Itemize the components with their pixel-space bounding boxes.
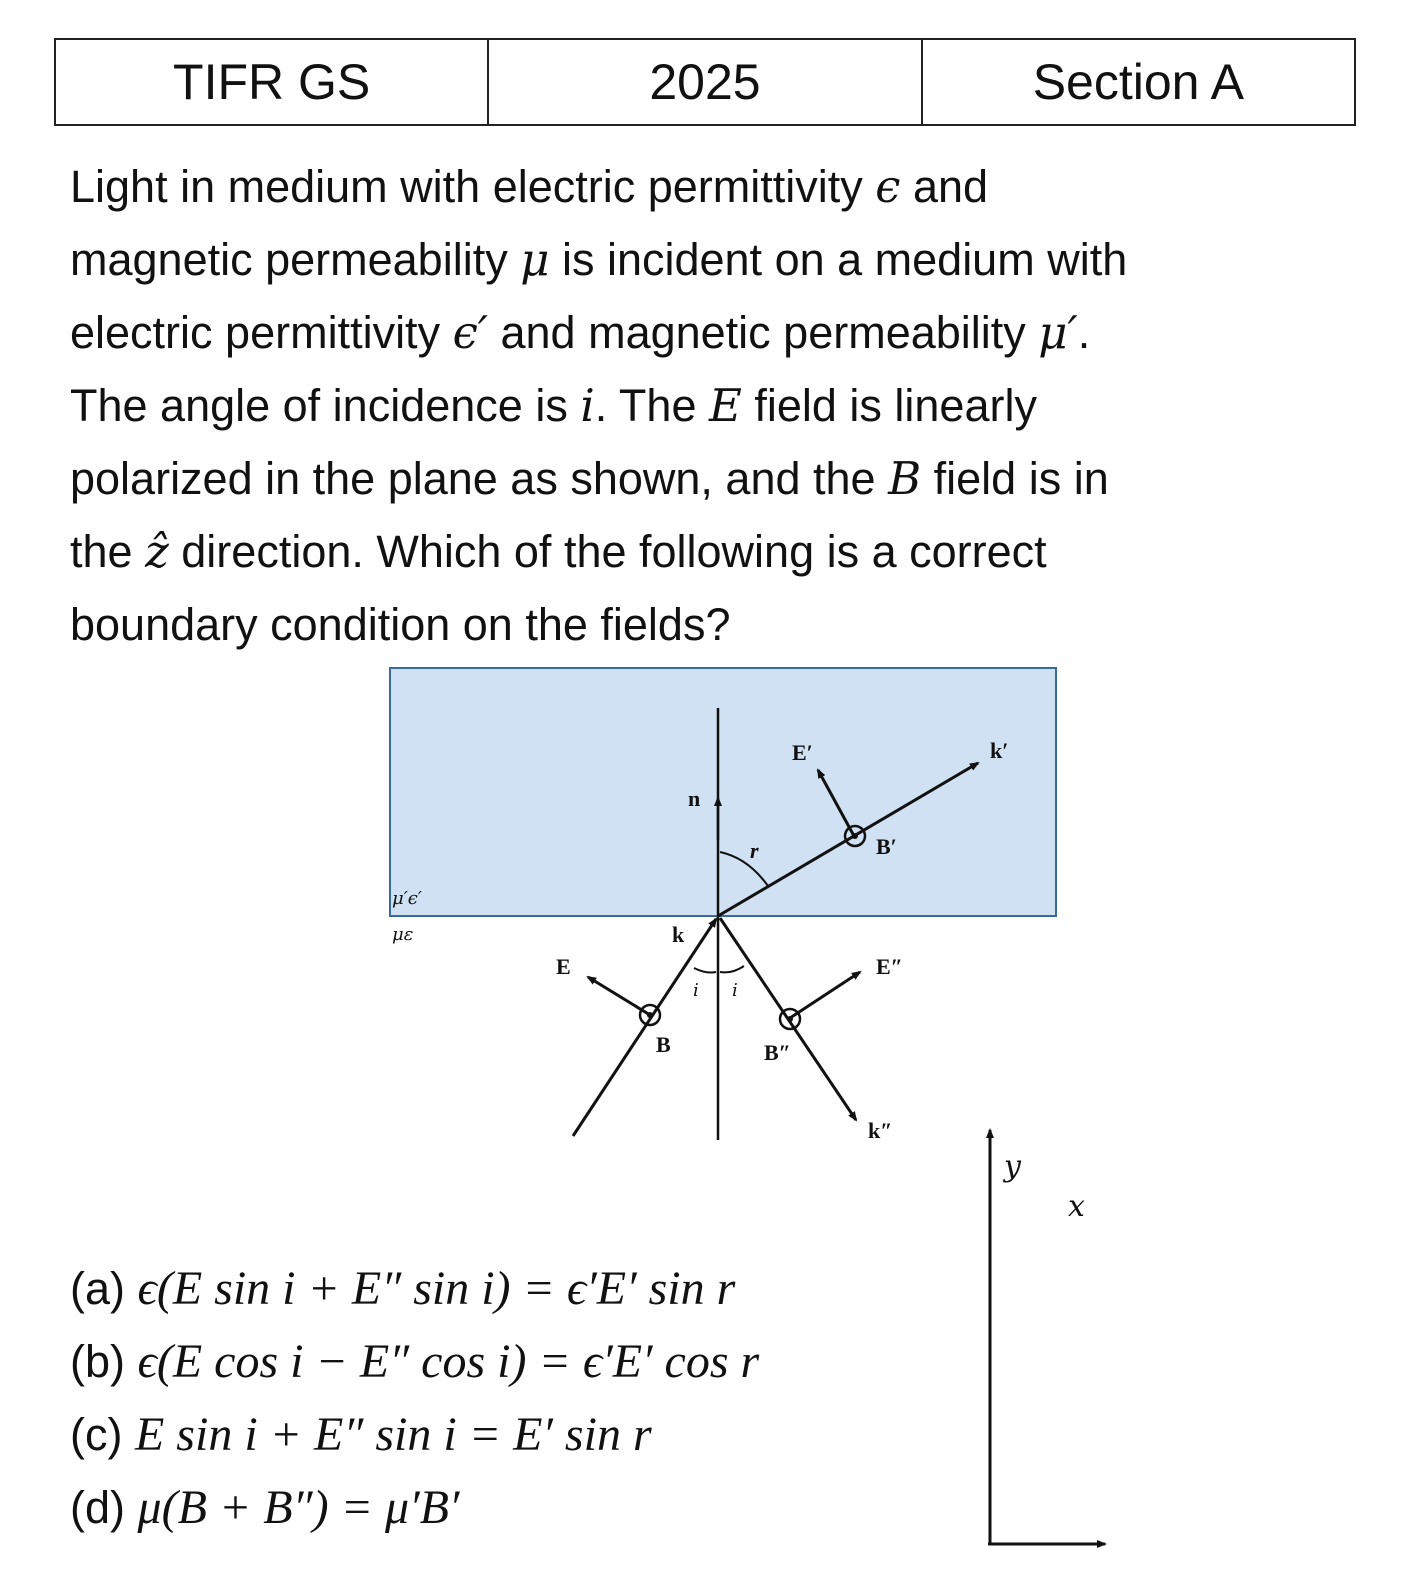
- question-text: [70, 150, 1360, 661]
- E-prime-label: E′: [792, 740, 813, 765]
- r-label: r: [750, 838, 759, 863]
- option-b[interactable]: (b) ϵ(E cos i − E″ cos i) = ϵ′E′ cos r: [70, 1335, 760, 1388]
- B-label: B: [656, 1032, 671, 1057]
- option-b-equation: ϵ(E cos i − E″ cos i) = ϵ′E′ cos r: [137, 1335, 760, 1388]
- E-double-label: E″: [876, 954, 903, 979]
- option-c[interactable]: (c) E sin i + E″ sin i = E′ sin r: [70, 1408, 652, 1461]
- option-d-equation: μ(B + B″) = μ′B′: [137, 1481, 460, 1534]
- symbol-i: i: [580, 379, 595, 432]
- E-double-arrow: [790, 972, 860, 1018]
- question-line-4: The angle of incidence is i. The E field is linearly: [70, 379, 1037, 432]
- upper-medium-region: [390, 668, 1056, 916]
- mu-eps-label: με: [392, 924, 414, 945]
- k-label: k: [672, 922, 685, 947]
- question-line-1: Light in medium with electric permittivity ϵ and: [70, 160, 989, 213]
- angle-i-right-arc: [720, 966, 744, 972]
- option-c-equation: E sin i + E″ sin i = E′ sin r: [134, 1408, 652, 1461]
- symbol-mu-prime: μ′: [1038, 306, 1078, 359]
- k-double-label: k″: [868, 1118, 893, 1143]
- symbol-epsilon-prime: ϵ′: [452, 306, 488, 359]
- header-table: [54, 38, 1356, 126]
- section-cell: Section A: [1032, 54, 1244, 110]
- option-a-equation: ϵ(E sin i + E″ sin i) = ϵ′E′ sin r: [137, 1262, 736, 1315]
- k-prime-label: k′: [990, 738, 1009, 763]
- angle-i-left-arc: [694, 968, 716, 973]
- question-line-5: polarized in the plane as shown, and the B field is in: [70, 452, 1109, 505]
- y-axis-label: y: [1004, 1149, 1021, 1184]
- exam-name-cell: TIFR GS: [56, 40, 489, 124]
- symbol-B: B: [888, 452, 922, 505]
- option-d[interactable]: (d) μ(B + B″) = μ′B′: [70, 1481, 460, 1534]
- question-line-3: electric permittivity ϵ′ and magnetic permeability μ′.: [70, 306, 1091, 359]
- question-line-6: the ẑ direction. Which of the following is a correct: [70, 525, 1047, 578]
- question-line-2: magnetic permeability μ is incident on a medium with: [70, 233, 1128, 286]
- B-prime-label: B′: [876, 834, 897, 859]
- option-a[interactable]: (a) ϵ(E sin i + E″ sin i) = ϵ′E′ sin r: [70, 1262, 736, 1315]
- exam-year-cell: 2025: [489, 40, 922, 124]
- B-double-out-of-page-icon: [780, 1009, 800, 1029]
- coordinate-axes: [988, 1130, 1105, 1544]
- question-line-7: boundary condition on the fields?: [70, 599, 731, 650]
- x-axis-label: x: [1068, 1189, 1085, 1224]
- B-out-of-page-icon: [640, 1005, 660, 1025]
- i-left-label: i: [693, 980, 699, 1001]
- i-right-label: i: [732, 980, 738, 1001]
- answer-options: [70, 1252, 759, 1544]
- B-double-label: B″: [764, 1040, 791, 1065]
- mu-eps-prime-label: μ′ϵ′: [392, 888, 422, 909]
- symbol-zhat: ẑ: [145, 525, 169, 578]
- symbol-epsilon: ϵ: [875, 160, 901, 213]
- n-label: n: [688, 786, 701, 811]
- E-label: E: [556, 954, 571, 979]
- symbol-mu: μ: [520, 233, 550, 286]
- incident-ray: [573, 919, 716, 1136]
- symbol-E: E: [708, 379, 742, 432]
